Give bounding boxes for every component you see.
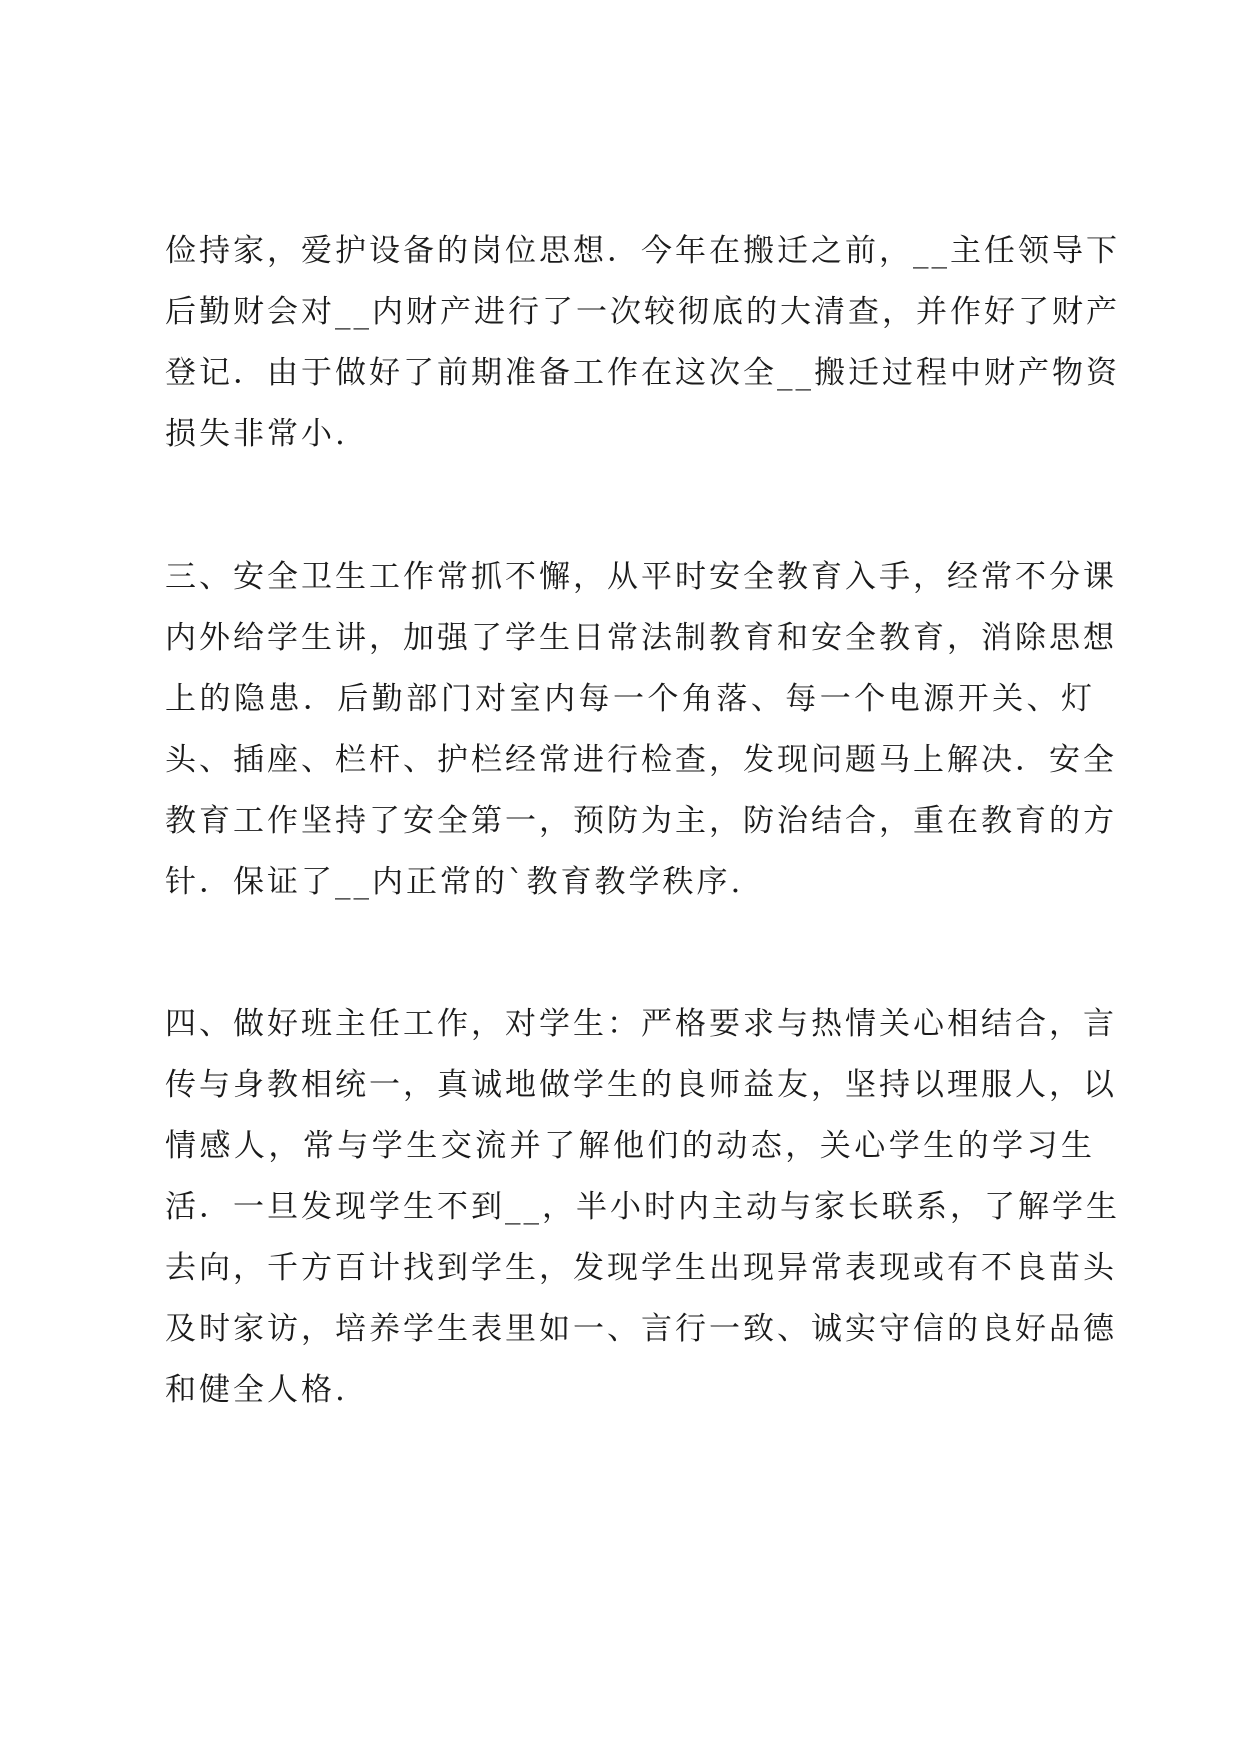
paragraph-2-line-5: 教育工作坚持了安全第一，预防为主，防治结合，重在教育的方 bbox=[165, 803, 1117, 839]
paragraph-3-line-1: 四、做好班主任工作，对学生：严格要求与热情关心相结合，言 bbox=[165, 1006, 1117, 1042]
paragraph-3-line-7: 和健全人格. bbox=[165, 1372, 348, 1408]
paragraph-1-line-4: 损失非常小. bbox=[165, 416, 348, 452]
paragraph-3-line-2: 传与身教相统一，真诚地做学生的良师益友，坚持以理服人，以 bbox=[165, 1067, 1117, 1103]
paragraph-3-line-6: 及时家访，培养学生表里如一、言行一致、诚实守信的良好品德 bbox=[165, 1311, 1117, 1347]
paragraph-1-line-1: 俭持家，爱护设备的岗位思想．今年在搬迁之前，__主任领导下 bbox=[165, 233, 1120, 269]
paragraph-3-line-3: 情感人，常与学生交流并了解他们的动态，关心学生的学习生 bbox=[165, 1128, 1095, 1164]
paragraph-2-line-1: 三、安全卫生工作常抓不懈，从平时安全教育入手，经常不分课 bbox=[165, 559, 1117, 595]
paragraph-1-line-2: 后勤财会对__内财产进行了一次较彻底的大清查，并作好了财产 bbox=[165, 294, 1120, 330]
paragraph-3-line-4: 活．一旦发现学生不到__，半小时内主动与家长联系，了解学生 bbox=[165, 1189, 1120, 1225]
paragraph-2-line-4: 头、插座、栏杆、护栏经常进行检查，发现问题马上解决．安全 bbox=[165, 742, 1117, 778]
paragraph-2-line-3: 上的隐患．后勤部门对室内每一个角落、每一个电源开关、灯 bbox=[165, 681, 1095, 717]
paragraph-1-line-3: 登记．由于做好了前期准备工作在这次全__搬迁过程中财产物资 bbox=[165, 355, 1120, 391]
paragraph-2-line-2: 内外给学生讲，加强了学生日常法制教育和安全教育，消除思想 bbox=[165, 620, 1117, 656]
paragraph-3-line-5: 去向，千方百计找到学生，发现学生出现异常表现或有不良苗头 bbox=[165, 1250, 1117, 1286]
paragraph-2-line-6: 针．保证了__内正常的`教育教学秩序. bbox=[165, 864, 744, 900]
